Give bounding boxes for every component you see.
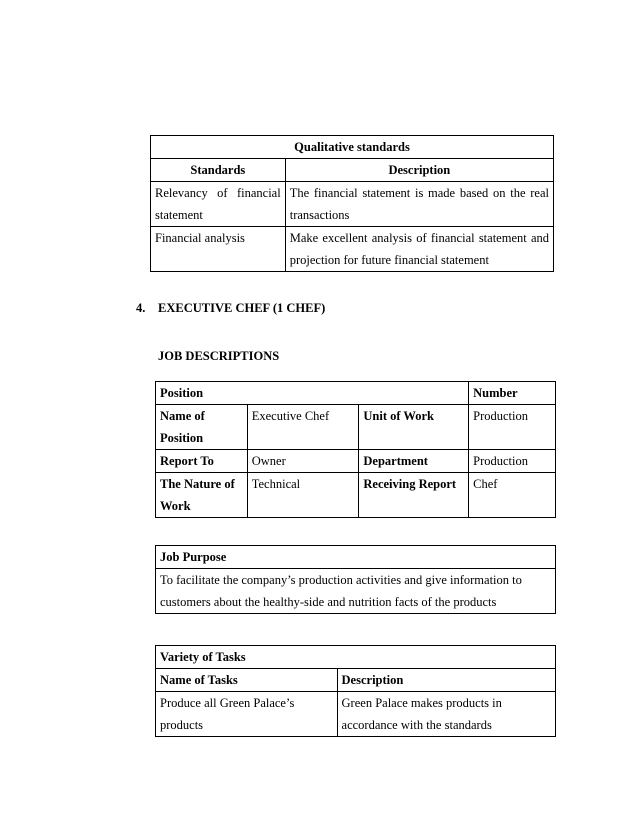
- description-text-line: Make excellent analysis of financial statement and: [289, 231, 549, 245]
- department-value: Production: [469, 450, 556, 473]
- department-label: Department: [359, 450, 469, 473]
- tasks-description-header: Description: [337, 669, 555, 692]
- description-text-line: The financial statement is made based on the real: [289, 186, 549, 200]
- standard-text-line: Financial analysis: [155, 231, 245, 245]
- label-line: Position: [160, 431, 204, 445]
- task-description-line: accordance with the standards: [341, 718, 492, 732]
- job-purpose-title: Job Purpose: [156, 546, 556, 569]
- job-purpose-text: [156, 569, 556, 614]
- qualitative-table-title: Qualitative standards: [151, 136, 554, 159]
- unit-of-work-label: Unit of Work: [359, 405, 469, 450]
- table-row: [156, 450, 556, 473]
- standard-cell: [151, 227, 286, 272]
- section-number: 4.: [136, 301, 146, 315]
- unit-of-work-value: Production: [469, 405, 556, 450]
- variety-of-tasks-title: Variety of Tasks: [156, 646, 556, 669]
- task-description-cell: [337, 692, 555, 737]
- task-name-line: Produce all Green Palace’s: [160, 696, 295, 710]
- standard-text-line: Relevancy of financial: [155, 186, 281, 200]
- qualitative-standards-table: [150, 135, 554, 272]
- description-header: Description: [285, 159, 553, 182]
- standard-text-line: [155, 249, 281, 271]
- report-to-value: Owner: [247, 450, 359, 473]
- task-name-cell: [156, 692, 338, 737]
- nature-of-work-value: Technical: [247, 473, 359, 518]
- report-to-label: Report To: [156, 450, 248, 473]
- number-header: Number: [469, 382, 556, 405]
- description-text-line: projection for future financial statement: [289, 253, 489, 267]
- job-purpose-table: [155, 545, 556, 614]
- standards-header: Standards: [151, 159, 286, 182]
- label-line: The Nature of: [160, 477, 235, 491]
- nature-of-work-label: [156, 473, 248, 518]
- receiving-report-value: Chef: [469, 473, 556, 518]
- variety-of-tasks-table: [155, 645, 556, 737]
- label-line: Work: [160, 499, 191, 513]
- section-title: EXECUTIVE CHEF (1 CHEF): [158, 301, 326, 315]
- receiving-report-label: Receiving Report: [359, 473, 469, 518]
- table-row: [156, 473, 556, 518]
- description-text-line: transactions: [289, 208, 350, 222]
- table-row: [156, 405, 556, 450]
- name-of-position-label: [156, 405, 248, 450]
- purpose-text-line: To facilitate the company’s production activities and give information to: [160, 573, 522, 587]
- job-descriptions-heading: JOB DESCRIPTIONS: [158, 349, 280, 363]
- task-name-line: products: [160, 718, 204, 732]
- table-row: [156, 692, 556, 737]
- label-line: Name of: [160, 409, 205, 423]
- description-cell: [285, 182, 553, 227]
- job-description-table: [155, 381, 556, 518]
- task-description-line: Green Palace makes products in: [341, 696, 502, 710]
- description-cell: [285, 227, 553, 272]
- position-header: Position: [156, 382, 469, 405]
- name-of-tasks-header: Name of Tasks: [156, 669, 338, 692]
- table-row: [151, 182, 554, 227]
- standard-cell: [151, 182, 286, 227]
- purpose-text-line: customers about the healthy-side and nutrition facts of the products: [160, 595, 497, 609]
- standard-text-line: statement: [155, 208, 203, 222]
- table-row: [151, 227, 554, 272]
- position-value: Executive Chef: [247, 405, 359, 450]
